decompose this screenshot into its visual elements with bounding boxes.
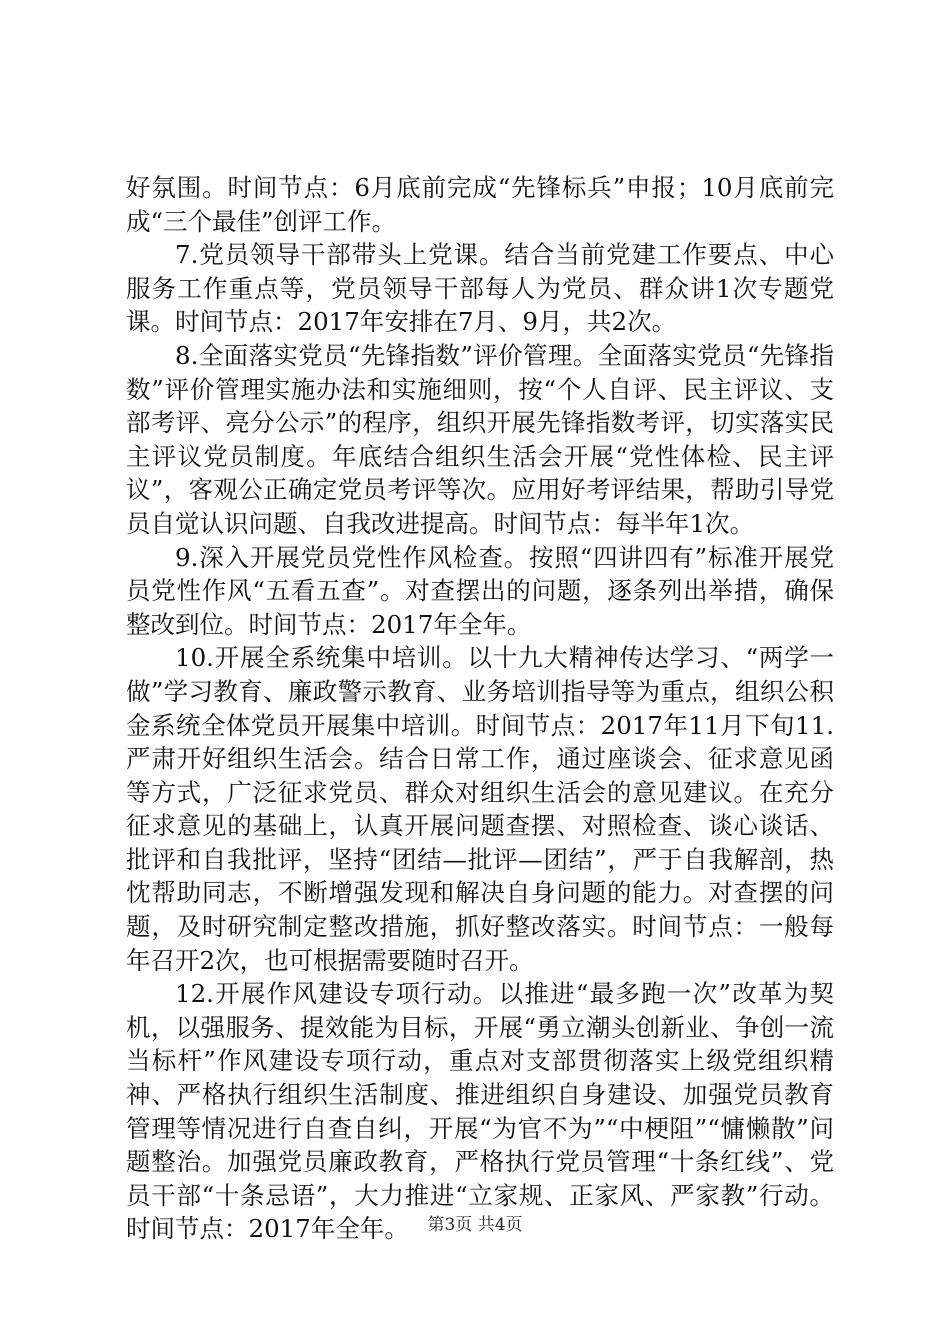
- page-number-footer: 第3页 共4页: [427, 1215, 523, 1235]
- document-body: [126, 171, 834, 1246]
- paragraph-continuation: 好氛围。时间节点：6月底前完成“先锋标兵”申报；10月底前完成“三个最佳”创评工作。: [126, 173, 834, 236]
- paragraph-item-10-11: 10.开展全系统集中培训。以十九大精神传达学习、“两学一做”学习教育、廉政警示教育、业务培训指导等为重点，组织公积金系统全体党员开展集中培训。时间节点：2017年11月下旬11.严肃开好组织生活会。结合日常工作，通过座谈会、征求意见函等方式，广泛征求党员、群众对组织生活会的意见建议。在充分征求意见的基础上，认真开展问题查摆、对照检查、谈心谈话、批评和自我批评，坚持“团结—批评—团结”，严于自我解剖，热忱帮助同志，不断增强发现和解决自身问题的能力。对查摆的问题，及时研究制定整改措施，抓好整改落实。时间节点：一般每年召开2次，也可根据需要随时召开。: [126, 643, 834, 975]
- paragraph-item-12: 12.开展作风建设专项行动。以推进“最多跑一次”改革为契机，以强服务、提效能为目标，开展“勇立潮头创新业、争创一流当标杆”作风建设专项行动，重点对支部贯彻落实上级党组织精神、严格执行组织生活制度、推进组织自身建设、加强党员教育管理等情况进行自查自纠，开展“为官不为”“中梗阻”“慵懒散”问题整治。加强党员廉政教育，严格执行党员管理“十条红线”、党员干部“十条忌语”，大力推进“立家规、正家风、严家教”行动。时间节点：2017年全年。: [126, 979, 834, 1244]
- paragraph-item-9: 9.深入开展党员党性作风检查。按照“四讲四有”标准开展党员党性作风“五看五查”。对查摆出的问题，逐条列出举措，确保整改到位。时间节点：2017年全年。: [126, 542, 834, 639]
- paragraph-item-8: 8.全面落实党员“先锋指数”评价管理。全面落实党员“先锋指数”评价管理实施办法和实施细则，按“个人自评、民主评议、支部考评、亮分公示”的程序，组织开展先锋指数考评，切实落实民主评议党员制度。年底结合组织生活会开展“党性体检、民主评议”，客观公正确定党员考评等次。应用好考评结果，帮助引导党员自觉认识问题、自我改进提高。时间节点：每半年1次。: [126, 340, 834, 538]
- paragraph-item-7: 7.党员领导干部带头上党课。结合当前党建工作要点、中心服务工作重点等，党员领导干部每人为党员、群众讲1次专题党课。时间节点：2017年安排在7月、9月，共2次。: [126, 240, 834, 337]
